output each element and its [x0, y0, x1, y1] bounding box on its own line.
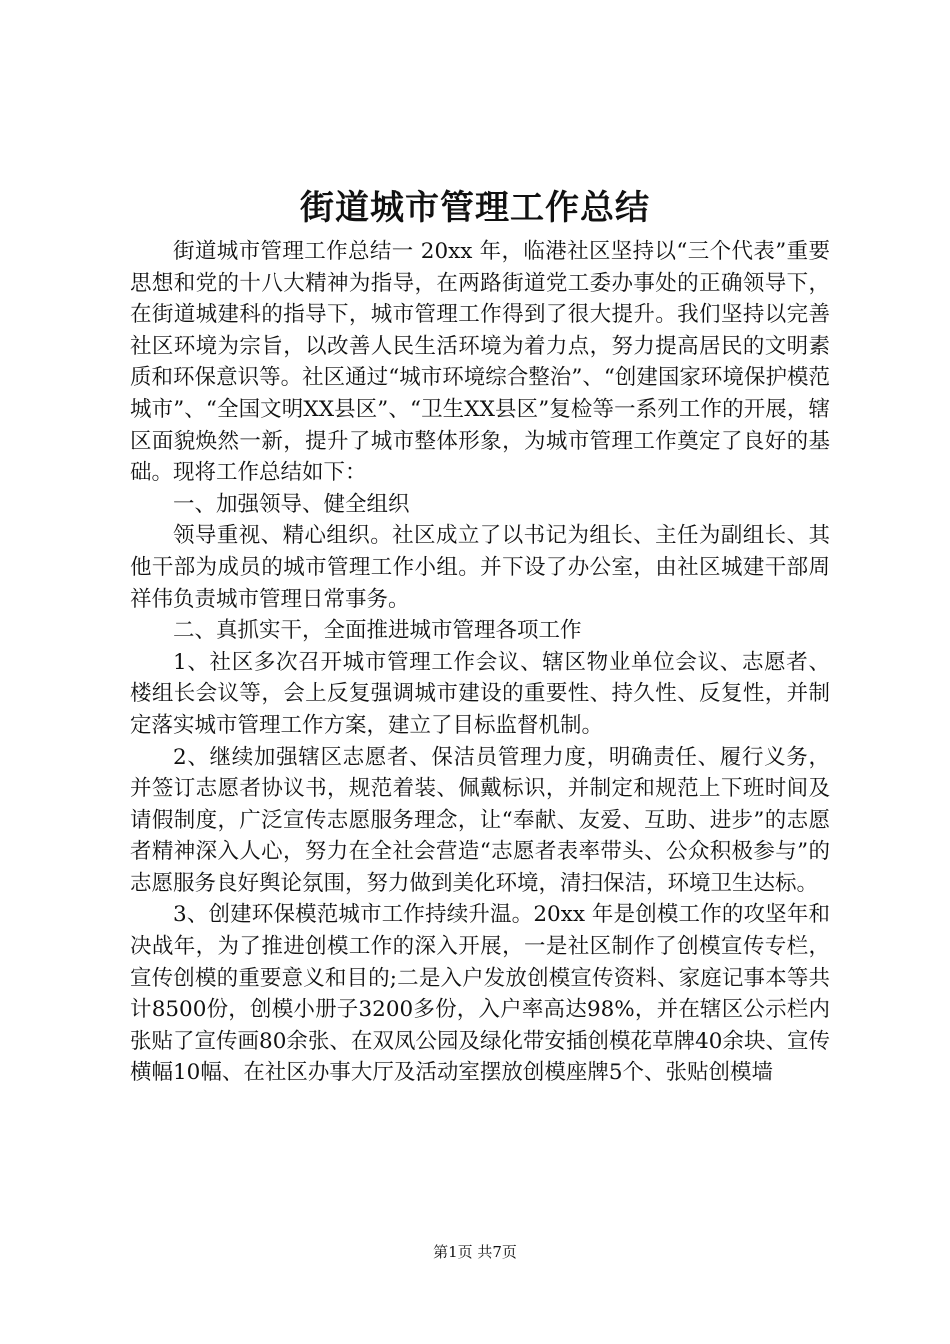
paragraph-item-3: 3、创建环保模范城市工作持续升温。20xx 年是创模工作的攻坚年和决战年，为了推进创模工作的深入开展，一是社区制作了创模宣传专栏，宣传创模的重要意义和目的;二是入户发放创模宣传资料、家庭记事本等共计8500份，创模小册子3200多份，入户率高达98%，并在辖区公示栏内张贴了宣传画80余张、在双凤公园及绿化带安插创模花草牌40余块、宣传横幅10幅、在社区办事大厅及活动室摆放创模座牌5个、张贴创模墙	[130, 902, 830, 1086]
paragraph-leadership: 领导重视、精心组织。社区成立了以书记为组长、主任为副组长、其他干部为成员的城市管理工作小组。并下设了办公室，由社区城建干部周祥伟负责城市管理日常事务。	[130, 523, 830, 612]
section-heading-2: 二、真抓实干，全面推进城市管理各项工作	[173, 618, 582, 644]
paragraph-item-1: 1、社区多次召开城市管理工作会议、辖区物业单位会议、志愿者、楼组长会议等，会上反复强调城市建设的重要性、持久性、反复性，并制定落实城市管理工作方案，建立了目标监督机制。	[130, 649, 830, 738]
page-footer: 第1页 共7页	[433, 1243, 517, 1261]
section-heading-1: 一、加强领导、健全组织	[173, 491, 410, 517]
document-body	[130, 236, 830, 1089]
document-title: 街道城市管理工作总结	[300, 188, 650, 228]
paragraph-intro: 街道城市管理工作总结一 20xx 年，临港社区坚持以“三个代表”重要思想和党的十八大精神为指导，在两路街道党工委办事处的正确领导下，在街道城建科的指导下，城市管理工作得到了很大提升。我们坚持以完善社区环境为宗旨，以改善人民生活环境为着力点，努力提高居民的文明素质和环保意识等。社区通过“城市环境综合整治”、“创建国家环境保护模范城市”、“全国文明XX县区”、“卫生XX县区”复检等一系列工作的开展，辖区面貌焕然一新，提升了城市整体形象，为城市管理工作奠定了良好的基础。现将工作总结如下：	[130, 239, 830, 486]
paragraph-item-2: 2、继续加强辖区志愿者、保洁员管理力度，明确责任、履行义务，并签订志愿者协议书，规范着装、佩戴标识，并制定和规范上下班时间及请假制度，广泛宣传志愿服务理念，让“奉献、友爱、互助、进步”的志愿者精神深入人心，努力在全社会营造“志愿者表率带头、公众积极参与”的志愿服务良好舆论氛围，努力做到美化环境，清扫保洁，环境卫生达标。	[130, 744, 830, 896]
